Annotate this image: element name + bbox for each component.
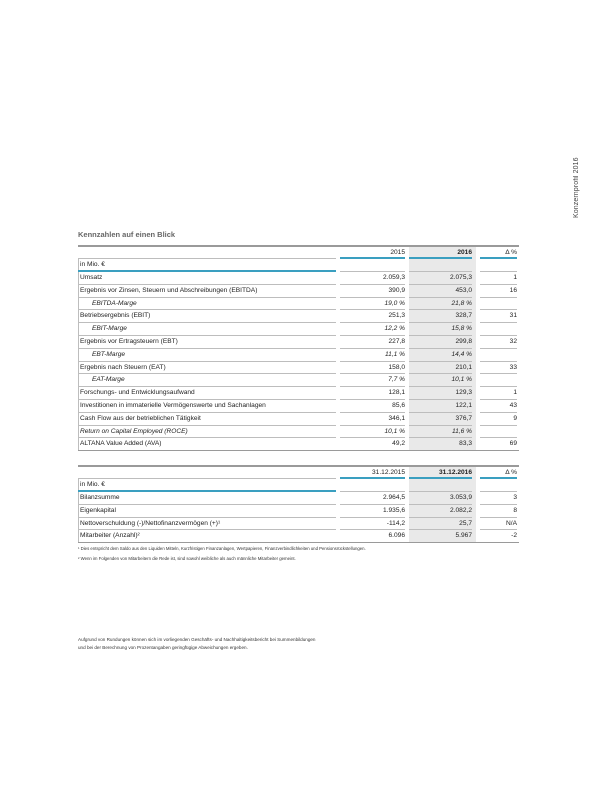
row-label: Cash Flow aus der betrieblichen Tätigkeit [80,414,201,422]
row-label: Betriebsergebnis (EBIT) [80,312,151,320]
value-current-year: 122,1 [455,401,472,409]
value-current-year: 328,7 [455,312,472,320]
table-row [78,438,519,451]
value-current-year: 210,1 [455,363,472,371]
value-prior-year: -114,2 [386,519,405,527]
table-row [78,374,519,387]
unit-label: in Mio. € [80,481,105,489]
table-row [78,413,519,426]
table-row [78,400,519,413]
table-row [78,298,519,311]
value-current-year: 11,6 % [451,427,472,435]
unit-label: in Mio. € [80,261,105,269]
table-row [78,505,519,518]
row-label: EBITDA-Marge [92,299,137,307]
value-prior-year: 49,2 [392,440,405,448]
value-delta: 43 [509,401,517,409]
row-label: EAT-Marge [92,376,125,384]
table-row [78,310,519,323]
value-current-year: 3.053,9 [450,493,472,501]
table-row [78,285,519,298]
value-current-year: 129,3 [455,389,472,397]
value-delta: N/A [506,519,517,527]
value-delta: -2 [511,532,517,540]
value-delta: 9 [513,414,517,422]
row-label: Ergebnis nach Steuern (EAT) [80,363,166,371]
table-row [78,323,519,336]
value-prior-year: 227,8 [388,337,405,345]
table-row [78,387,519,400]
value-current-year: 83,3 [459,440,472,448]
row-label: ALTANA Value Added (AVA) [80,440,162,448]
value-prior-year: 85,6 [392,401,405,409]
unit-row [78,259,519,272]
footnote-1: ¹ Dies entspricht dem Saldo aus den Liquiden Mitteln, Kurzfristigen Finanzanlagen, Wertpapieren, Finanzverbindlichkeiten und Pensionsrückstellungen. [78,546,366,551]
value-prior-year: 10,1 % [384,427,405,435]
value-prior-year: 6.096 [388,532,405,540]
row-label: Return on Capital Employed (ROCE) [80,427,188,435]
row-label: EBT-Marge [92,350,126,358]
row-label: Eigenkapital [80,506,116,514]
value-current-year: 299,8 [455,337,472,345]
row-label: Mitarbeiter (Anzahl)² [80,532,140,540]
value-prior-year: 12,2 % [384,325,405,333]
value-prior-year: 19,0 % [384,299,405,307]
value-prior-year: 158,0 [388,363,405,371]
table-row [78,530,519,543]
value-prior-year: 7,7 % [388,376,405,384]
row-label: Nettoverschuldung (-)/Nettofinanzvermögen (+)¹ [80,519,221,527]
row-label: Ergebnis vor Ertragsteuern (EBT) [80,337,178,345]
value-prior-year: 2.059,3 [383,273,405,281]
value-delta: 31 [509,312,517,320]
col-header-2015: 2015 [390,249,405,256]
value-current-year: 21,8 % [451,299,472,307]
disclaimer-line: Aufgrund von Rundungen können sich im vorliegenden Geschäfts- und Nachhaltigkeitsbericht bei Summenbildungen [78,637,316,642]
row-label: Ergebnis vor Zinsen, Steuern und Abschreibungen (EBITDA) [80,286,258,294]
value-current-year: 376,7 [455,414,472,422]
value-current-year: 5.967 [455,532,472,540]
col-header-2016: 31.12.2016 [438,469,472,476]
row-label: Investitionen in immaterielle Vermögenswerte und Sachanlagen [80,401,266,409]
value-current-year: 14,4 % [451,350,472,358]
table-row [78,518,519,531]
footnote-2: ² Wenn im Folgenden von Mitarbeitern die Rede ist, sind sowohl weibliche als auch männliche Mitarbeiter gemeint. [78,556,296,561]
table-header-row [78,247,519,259]
table-row [78,336,519,349]
side-label: Konzernprofil 2016 [573,157,580,218]
table-row [78,362,519,375]
unit-row [78,479,519,492]
value-delta: 1 [513,273,517,281]
value-prior-year: 128,1 [388,389,405,397]
value-current-year: 2.075,3 [450,273,472,281]
table-row [78,426,519,439]
value-current-year: 10,1 % [451,376,472,384]
value-delta: 16 [509,286,517,294]
disclaimer-line: und bei der Berechnung von Prozentangaben geringfügige Abweichungen ergeben. [78,645,248,650]
value-delta: 32 [509,337,517,345]
row-label: Forschungs- und Entwicklungsaufwand [80,389,195,397]
value-prior-year: 390,9 [388,286,405,294]
table-row [78,492,519,505]
table-row [78,349,519,362]
value-delta: 69 [509,440,517,448]
col-header-2016: 2016 [457,249,472,256]
value-delta: 33 [509,363,517,371]
value-prior-year: 11,1 % [384,350,405,358]
col-header-delta: Δ % [505,249,517,256]
col-header-delta: Δ % [505,469,517,476]
value-delta: 8 [513,506,517,514]
row-label: Bilanzsumme [80,493,120,501]
col-header-2015: 31.12.2015 [371,469,405,476]
value-prior-year: 2.964,5 [383,493,405,501]
table-header-row [78,467,519,479]
value-current-year: 453,0 [455,286,472,294]
value-prior-year: 346,1 [388,414,405,422]
value-prior-year: 251,3 [388,312,405,320]
value-current-year: 25,7 [459,519,472,527]
value-prior-year: 1.935,6 [383,506,405,514]
section-title: Kennzahlen auf einen Blick [78,230,176,239]
value-delta: 1 [513,389,517,397]
rounding-disclaimer [78,636,316,652]
value-current-year: 15,8 % [451,325,472,333]
value-current-year: 2.082,2 [450,506,472,514]
row-label: Umsatz [80,273,103,281]
key-figures-table [78,245,519,451]
balance-table [78,465,519,543]
table-row [78,272,519,285]
value-delta: 3 [513,493,517,501]
row-label: EBIT-Marge [92,325,127,333]
